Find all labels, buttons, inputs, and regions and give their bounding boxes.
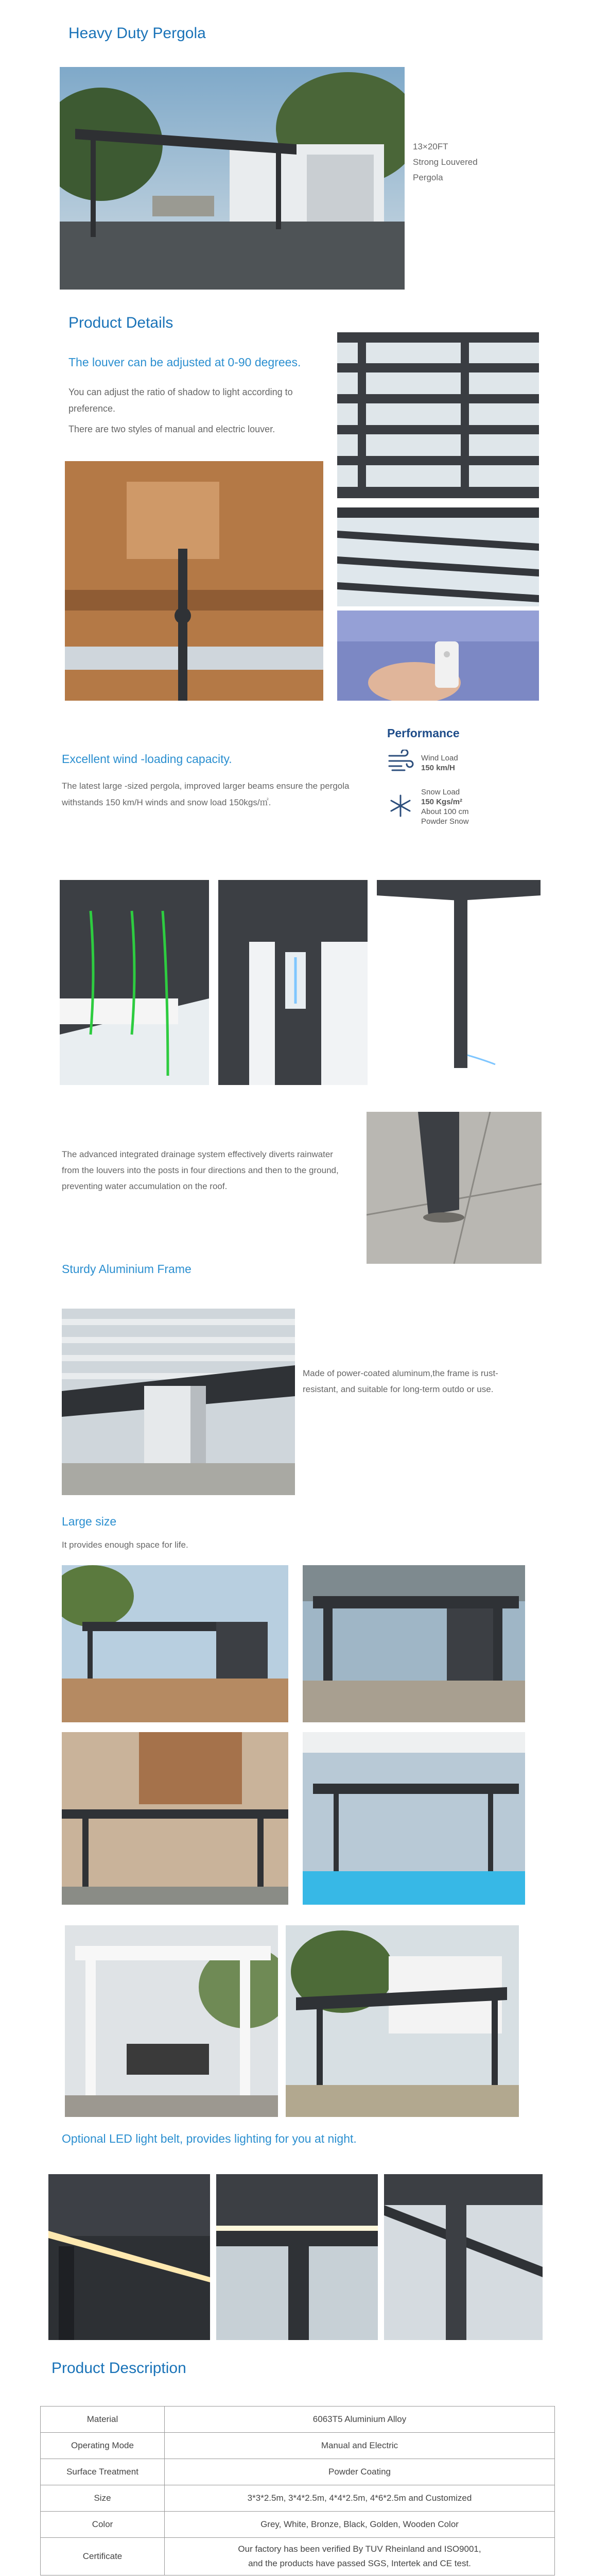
frame-subtitle: Sturdy Aluminium Frame: [62, 1262, 191, 1276]
drainage-post-image: [218, 880, 368, 1085]
gallery-photo-5: [65, 1925, 278, 2117]
led-subtitle: Optional LED light belt, provides lighting for you at night.: [62, 2132, 357, 2145]
wind-subtitle: Excellent wind -loading capacity.: [62, 752, 232, 766]
wind-load-label: Wind Load: [421, 753, 458, 762]
spec-row: [41, 2512, 555, 2538]
hero-caption-line: Pergola: [413, 173, 443, 182]
wood-louver-motor-image: [65, 461, 323, 701]
gallery-photo-4: [303, 1732, 525, 1905]
wind-load-row: [387, 750, 500, 776]
hero-pergola-image: [60, 67, 405, 290]
page-title: Heavy Duty Pergola: [68, 25, 206, 42]
led-photo-2: [216, 2174, 378, 2340]
spec-row: [41, 2433, 555, 2459]
snow-load-row: [387, 787, 500, 826]
spec-row: [41, 2485, 555, 2512]
spec-row: [41, 2538, 555, 2575]
gallery-photo-3: [62, 1732, 288, 1905]
spec-value: Our factory has been verified By TUV Rheinland and ISO9001, and the products have passed SGS, Intertek and CE test.: [165, 2538, 555, 2575]
spec-key: Surface Treatment: [41, 2459, 165, 2485]
wind-para: The latest large -sized pergola, improved larger beams ensure the pergola withstands 150 km/H winds and snow load 150kgs/㎡.: [62, 781, 350, 807]
pergola-corner-image: [377, 880, 541, 1085]
hero-caption: [413, 139, 478, 185]
led-photo-1: [48, 2174, 210, 2340]
spec-key: Operating Mode: [41, 2433, 165, 2459]
louver-para-2: There are two styles of manual and electric louver.: [68, 424, 275, 434]
louver-subtitle: The louver can be adjusted at 0-90 degrees.: [68, 355, 301, 369]
remote-control-image: [337, 611, 539, 701]
drainage-para: The advanced integrated drainage system effectively diverts rainwater from the louvers into the posts in four directions and then to the ground, preventing water accumulation on the roof.: [62, 1149, 339, 1191]
section-title-product-details: Product Details: [68, 314, 173, 331]
louver-para-1: You can adjust the ratio of shadow to light according to preference.: [68, 387, 293, 414]
performance-title: Performance: [387, 726, 460, 740]
gallery-photo-6: [286, 1925, 519, 2117]
spec-key: Certificate: [41, 2538, 165, 2575]
snowflake-icon: [387, 792, 414, 822]
hero-caption-line: 13×20FT: [413, 142, 448, 151]
spec-key: Size: [41, 2485, 165, 2512]
spec-key: Color: [41, 2512, 165, 2538]
led-photo-3: [384, 2174, 543, 2340]
post-base-image: [367, 1112, 542, 1264]
spec-row: [41, 2406, 555, 2433]
aluminium-frame-image: [62, 1309, 295, 1495]
wind-load-value: 150 km/H: [421, 763, 455, 772]
drainage-gutter-image: [60, 880, 209, 1085]
gallery-photo-2: [303, 1565, 525, 1722]
spec-row: [41, 2459, 555, 2485]
spec-key: Material: [41, 2406, 165, 2433]
frame-para: Made of power-coated aluminum,the frame is rust-resistant, and suitable for long-term outdo or use.: [303, 1368, 498, 1394]
louver-angle-image: [337, 507, 539, 606]
snow-load-value: 150 Kgs/m²: [421, 798, 463, 806]
louver-roof-image: [337, 332, 539, 498]
size-subtitle: Large size: [62, 1515, 117, 1528]
snow-extra-1: About 100 cm: [421, 807, 469, 816]
spec-table: [40, 2406, 555, 2575]
spec-value: Grey, White, Bronze, Black, Golden, Wooden Color: [165, 2512, 555, 2538]
size-para: It provides enough space for life.: [62, 1540, 188, 1550]
snow-extra-2: Powder Snow: [421, 817, 469, 826]
spec-value: 6063T5 Aluminium Alloy: [165, 2406, 555, 2433]
wind-icon: [387, 750, 414, 776]
spec-value: Manual and Electric: [165, 2433, 555, 2459]
gallery-photo-1: [62, 1565, 288, 1722]
hero-caption-line: Strong Louvered: [413, 157, 478, 167]
snow-load-label: Snow Load: [421, 788, 460, 796]
performance-box: [387, 726, 500, 826]
section-title-product-description: Product Description: [51, 2360, 186, 2377]
spec-value: Powder Coating: [165, 2459, 555, 2485]
spec-value: 3*3*2.5m, 3*4*2.5m, 4*4*2.5m, 4*6*2.5m and Customized: [165, 2485, 555, 2512]
spec-table-wrapper: [40, 2406, 555, 2575]
